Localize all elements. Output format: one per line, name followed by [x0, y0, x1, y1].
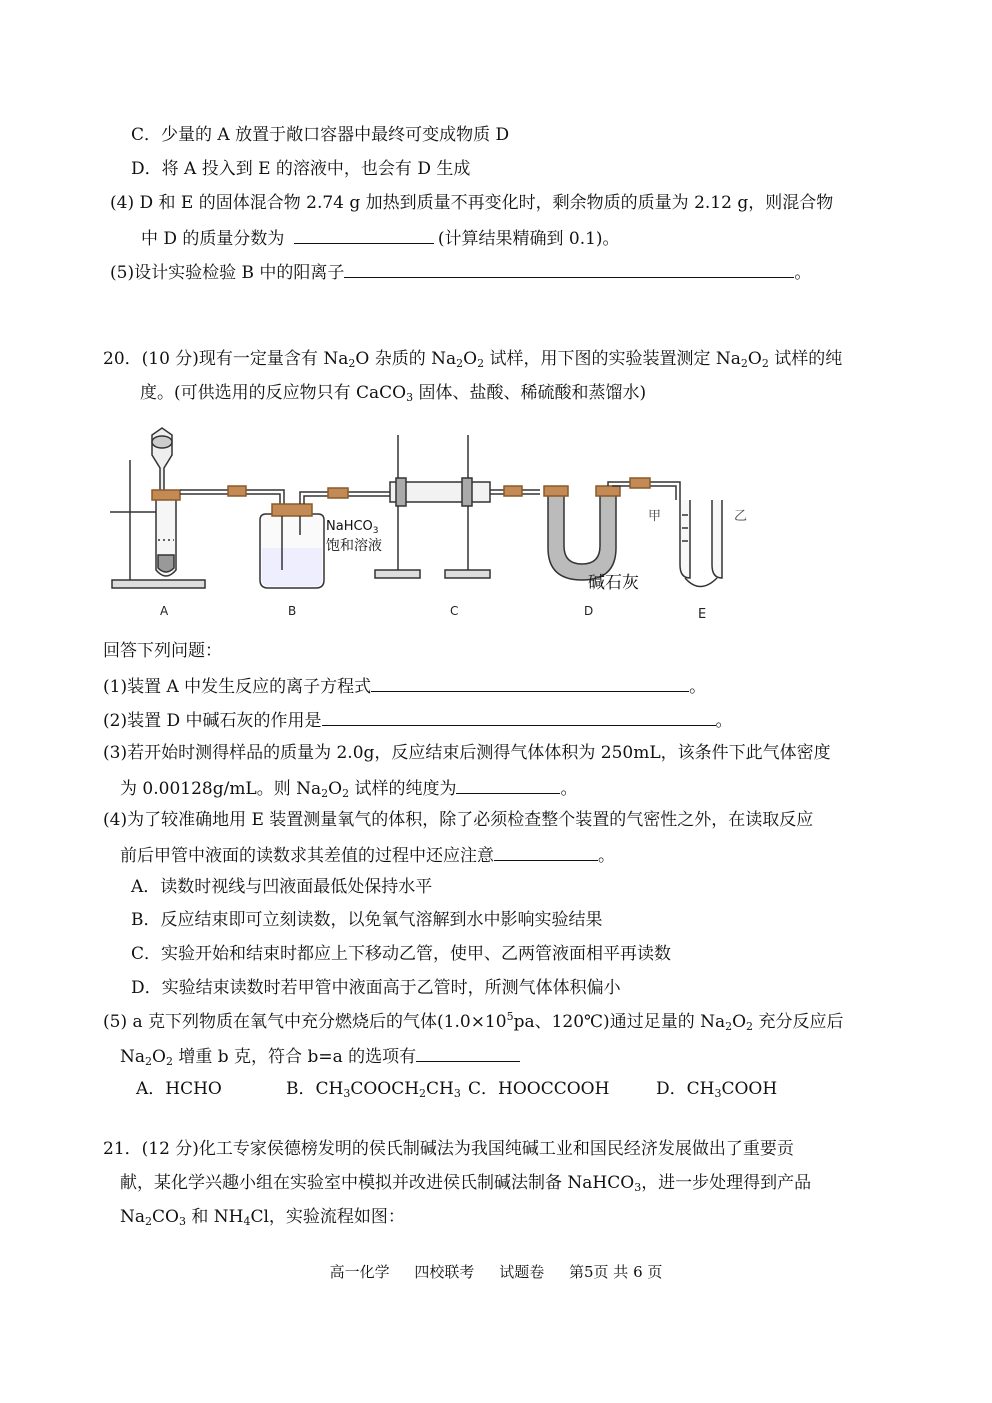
prompt-text: (2)装置 D 中碱石灰的作用是: [103, 711, 322, 731]
q19-part4-prompt: 中 D 的质量分数为: [141, 229, 285, 249]
stem-text: CO: [152, 1207, 179, 1227]
stand-a: [112, 580, 205, 588]
q20-part4-option-d: D．实验结束读数时若甲管中液面高于乙管时，所测气体体积偏小: [131, 978, 621, 998]
q20-stem-line1: [103, 347, 842, 371]
q20-stem-line2: [140, 381, 646, 405]
q19-part4-line2: [141, 225, 620, 251]
option-text: D．CH: [656, 1079, 715, 1099]
apparatus-figure: [100, 420, 800, 630]
answer-blank[interactable]: [322, 707, 716, 726]
q19-part4-note: (计算结果精确到 0.1)。: [437, 229, 620, 249]
option-c: C．HOOCCOOH: [468, 1079, 610, 1099]
subscript: 3: [406, 391, 414, 404]
q20-part1: [103, 673, 706, 699]
subscript: 2: [761, 357, 769, 370]
punct: 。: [560, 779, 578, 799]
stem-text: ，进一步处理得到产品: [641, 1173, 812, 1193]
label-a: A: [160, 604, 169, 618]
label-b: B: [288, 604, 297, 618]
footer-paper: 试题卷: [499, 1263, 545, 1281]
subscript: 2: [725, 1020, 733, 1033]
q19-part5-prompt: (5)设计实验检验 B 中的阳离子: [110, 263, 345, 283]
q19-part4-line1: (4) D 和 E 的固体混合物 2.74 g 加热到质量不再变化时，剩余物质的质量为 2.12 g，则混合物: [110, 193, 834, 213]
stem-text: O 杂质的 Na: [355, 349, 457, 369]
answer-blank[interactable]: [494, 842, 598, 861]
prompt-text: 试样的纯度为: [349, 779, 457, 799]
prompt-text: (5) a 克下列物质在氧气中充分燃烧后的气体(1.0×10: [103, 1012, 507, 1032]
punct: 。: [598, 846, 615, 866]
measuring-tube-jia: [680, 500, 690, 578]
answer-blank[interactable]: [294, 225, 434, 244]
answer-blank[interactable]: [344, 259, 794, 278]
prompt-text: O: [328, 779, 343, 799]
subscript: 2: [477, 357, 485, 370]
q20-part4-option-a: A．读数时视线与凹液面最低处保持水平: [131, 877, 433, 897]
answer-blank[interactable]: [416, 1043, 520, 1062]
stem-text: O: [463, 349, 478, 369]
subscript: 3: [453, 1087, 461, 1100]
option-text: COOCH: [350, 1079, 420, 1099]
q21-stem-line1: 21．(12 分)化工专家侯德榜发明的侯氏制碱法为我国纯碱工业和国民经济发展做出了重要贡: [103, 1139, 794, 1159]
subscript: 2: [145, 1215, 153, 1228]
q19-part5: [110, 259, 811, 285]
subscript: 3: [714, 1087, 722, 1100]
label-e: E: [698, 607, 707, 622]
option-text: B．CH: [286, 1079, 344, 1099]
label-jia: 甲: [648, 509, 662, 524]
answer-blank[interactable]: [371, 673, 689, 692]
page-footer: [0, 1262, 992, 1282]
prompt-text: 前后甲管中液面的读数求其差值的过程中还应注意: [120, 846, 494, 866]
prompt-text: pa、120℃)通过足量的 Na: [513, 1012, 726, 1032]
stem-text: 和 NH: [185, 1207, 244, 1227]
stem-text: 试样，用下图的实验装置测定 Na: [484, 349, 741, 369]
option-text: CH: [426, 1079, 454, 1099]
prompt-text: 为 0.00128g/mL。则 Na: [120, 779, 322, 799]
superscript: 5: [506, 1010, 514, 1023]
prompt-text: O: [732, 1012, 747, 1032]
prompt-text: Na: [120, 1047, 146, 1067]
subscript: 2: [419, 1087, 427, 1100]
stem-text: Na: [120, 1207, 146, 1227]
prompt-text: 充分反应后: [753, 1012, 844, 1032]
punct: 。: [689, 677, 707, 697]
subscript: 3: [634, 1181, 642, 1194]
q20-part5-line2: [120, 1043, 520, 1069]
subscript: 2: [456, 357, 464, 370]
label-soda-lime: 碱石灰: [588, 573, 639, 593]
q19-option-d: D．将 A 投入到 E 的溶液中，也会有 D 生成: [131, 159, 471, 179]
q20-part3-line2: [120, 775, 577, 801]
option-b: [286, 1077, 468, 1101]
answer-blank[interactable]: [456, 775, 560, 794]
stem-text: Cl，实验流程如图：: [250, 1207, 405, 1227]
prompt-text: 增重 b 克，符合 b=a 的选项有: [172, 1047, 417, 1067]
punct: 。: [715, 711, 733, 731]
q21-stem-line2: [120, 1171, 811, 1195]
footer-page-number: 第5页 共 6 页: [568, 1263, 663, 1281]
footer-exam: 四校联考: [414, 1263, 475, 1281]
q19-option-c: C．少量的 A 放置于敞口容器中最终可变成物质 D: [131, 125, 510, 145]
stem-text: 20．(10 分)现有一定量含有 Na: [103, 349, 349, 369]
subscript: 2: [145, 1055, 153, 1068]
q20-part4-line2: [120, 842, 615, 868]
subscript: 2: [740, 357, 748, 370]
subscript: 2: [348, 357, 356, 370]
q21-stem-line3: [120, 1205, 405, 1229]
stem-text: O: [747, 349, 762, 369]
stem-text: 度。(可供选用的反应物只有 CaCO: [140, 383, 407, 403]
subscript: 2: [746, 1020, 754, 1033]
label-d: D: [584, 604, 594, 618]
stem-text: 试样的纯: [768, 349, 843, 369]
footer-subject: 高一化学: [329, 1263, 390, 1281]
stem-text: 固体、盐酸、稀硫酸和蒸馏水): [413, 383, 647, 403]
subscript: 2: [342, 787, 350, 800]
label-saturated-solution: 饱和溶液: [326, 538, 382, 554]
q20-part2: [103, 707, 733, 733]
q20-part4-option-b: B．反应结束即可立刻读数，以免氧气溶解到水中影响实验结果: [131, 910, 603, 930]
q20-answer-intro: 回答下列问题：: [103, 641, 222, 661]
option-text: COOH: [721, 1079, 778, 1099]
subscript: 4: [243, 1215, 251, 1228]
subscript: 3: [178, 1215, 186, 1228]
subscript: 2: [165, 1055, 173, 1068]
punct: 。: [794, 263, 812, 283]
q20-part5-line1: [103, 1010, 843, 1034]
subscript: 3: [343, 1087, 351, 1100]
label-nahco3: NaHCO$_3$: [326, 519, 379, 536]
u-tube-d: [548, 494, 616, 580]
option-a: A．HCHO: [136, 1079, 222, 1099]
stem-text: 献，某化学兴趣小组在实验室中模拟并改进侯氏制碱法制备 NaHCO: [120, 1173, 635, 1193]
measuring-tube-yi: [712, 500, 722, 578]
prompt-text: O: [152, 1047, 166, 1067]
q20-part3-line1: (3)若开始时测得样品的质量为 2.0g，反应结束后测得气体体积为 250mL，该条件下此气体密度: [103, 743, 831, 763]
q20-part4-line1: (4)为了较准确地用 E 装置测量氧气的体积，除了必须检查整个装置的气密性之外，在读取反应: [103, 810, 814, 830]
label-yi: 乙: [734, 509, 748, 524]
prompt-text: (1)装置 A 中发生反应的离子方程式: [103, 677, 372, 697]
q20-part4-option-c: C．实验开始和结束时都应上下移动乙管，使甲、乙两管液面相平再读数: [131, 944, 672, 964]
option-d: [656, 1077, 777, 1101]
subscript: 2: [321, 787, 329, 800]
q20-part5-options: [136, 1077, 777, 1101]
label-c: C: [450, 604, 459, 618]
